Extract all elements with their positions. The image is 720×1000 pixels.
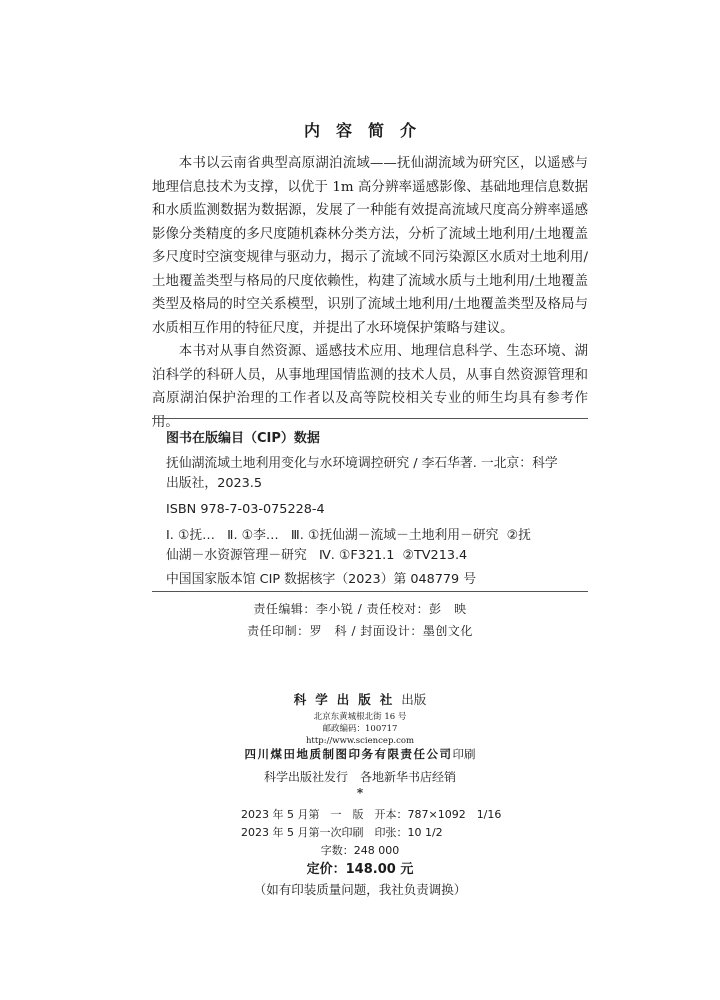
publisher-suffix: 出版 [401, 692, 427, 707]
printer-line [0, 746, 720, 762]
section-title [0, 118, 720, 141]
title-char: 容 [335, 121, 352, 140]
publisher-postcode: 邮政编码：100717 [322, 724, 398, 734]
cip-book-line-2: 出版社，2023.5 [166, 476, 262, 491]
printer-suffix: 印刷 [452, 747, 476, 761]
cip-class-line-1: Ⅰ. ①抚… Ⅱ. ①李… Ⅲ. ①抚仙湖－流域－土地利用－研究 ②抚 [166, 528, 531, 543]
publisher-url: http://www.sciencep.com [305, 736, 415, 746]
separator-star: * [356, 786, 364, 800]
quality-notice: （如有印装质量问题，我社负责调换） [253, 882, 467, 897]
cip-isbn: ISBN 978-7-03-075228-4 [166, 502, 325, 517]
cip-heading: 图书在版编目（CIP）数据 [166, 431, 320, 446]
publisher-line [0, 690, 720, 708]
printer-name: 四川煤田地质制图印务有限责任公司 [244, 747, 453, 761]
title-char: 简 [368, 121, 385, 140]
price: 定价：148.00 元 [306, 862, 414, 877]
abstract [152, 152, 588, 434]
abstract-paragraph-1: 本书以云南省典型高原湖泊流域——抚仙湖流域为研究区，以遥感与地理信息技术为支撑，以优于 1m 高分辨率遥感影像、基础地理信息数据和水质监测数据为数据源，发展了一种能有效提高流域尺度高分辨率遥感影像分类精度的多尺度随机森林分类方法，分析了流域土地利用/土地覆盖多尺度时空演变规律与驱动力，揭示了流域不同污染源区水质对土地利用/土地覆盖类型与格局的尺度依赖性，构建了流域水质与土地利用/土地覆盖类型及格局的时空关系模型，识别了流域土地利用/土地覆盖类型及格局与水质相互作用的特征尺度，并提出了水环境保护策略与建议。 [152, 156, 588, 336]
credits-line-1: 责任编辑：李小锐 / 责任校对：彭 映 [253, 602, 467, 616]
cip-book-line-1: 抚仙湖流域土地利用变化与水环境调控研究 / 李石华著. 一北京：科学 [166, 456, 558, 471]
cip-number: 中国国家版本馆 CIP 数据核字（2023）第 048779 号 [166, 572, 477, 587]
abstract-paragraph-2: 本书对从事自然资源、遥感技术应用、地理信息科学、生态环境、湖泊科学的科研人员，从事地理国情监测的技术人员，从事自然资源管理和高原湖泊保护治理的工作者以及高等院校相关专业的师生均具有参考作用。 [152, 344, 588, 430]
printing-line: 2023 年 5 月第一次印刷 印张：10 1/2 [241, 826, 443, 839]
credits-line-2: 责任印制：罗 科 / 封面设计：墨创文化 [247, 624, 473, 638]
title-char: 介 [400, 121, 417, 140]
edition-line: 2023 年 5 月第 一 版 开本：787×1092 1/16 [241, 808, 502, 821]
publisher-name: 科学出版社 [293, 692, 402, 707]
title-char: 内 [303, 121, 320, 140]
cip-class-line-2: 仙湖－水资源管理－研究 Ⅳ. ①F321.1 ②TV213.4 [166, 548, 468, 563]
cip-data-block [152, 418, 588, 592]
word-count: 字数：248 000 [320, 844, 400, 857]
publisher-address: 北京东黄城根北街 16 号 [313, 712, 407, 722]
distribution-line: 科学出版社发行 各地新华书店经销 [263, 770, 456, 784]
